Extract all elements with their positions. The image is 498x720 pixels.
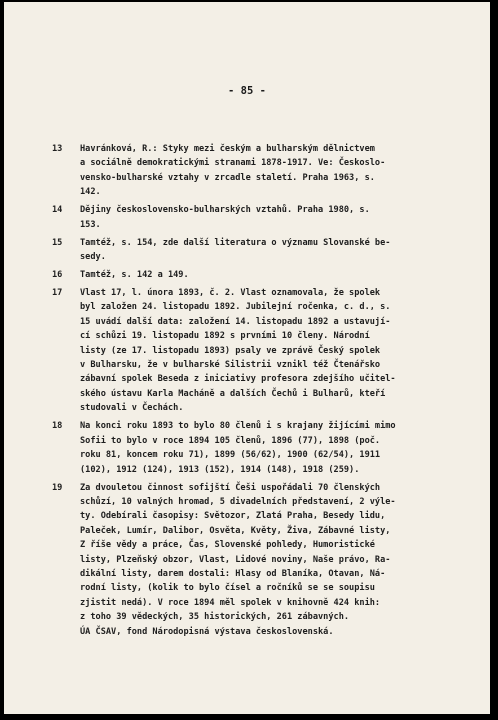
text-line: listy (ze 17. listopadu 1893) psaly ve zprávě Český spolek [80,345,381,356]
text-line: v Bulharsku, že v bulharské Silistrii vznikl též Čtenářsko [80,360,381,371]
text-line: Z říše vědy a práce, Čas, Slovenské pohledy, Humoristické [80,540,375,551]
text-line: ského ústavu Karla Macháně a dalších Čechů i Bulharů, kteří [80,388,386,399]
text-line: Havránková, R.: Styky mezi českým a bulharským dělnictvem [80,144,375,154]
text-line: sedy. [80,252,106,263]
text-line: 142. [80,187,101,198]
footnote [52,203,432,232]
footnote-text [80,142,432,200]
footnote-number: 16 [52,270,63,281]
footnote-number: 17 [52,288,63,299]
text-line: schůzí, 10 valných hromad, 5 divadelních představení, 2 výle- [80,496,396,507]
text-line: zjistit nedá). V roce 1894 měl spolek v knihovně 424 knih: [80,597,381,608]
footnote-number: 18 [52,421,63,432]
text-line: ÚA ČSAV, fond Národopisná výstava československá. [80,626,334,637]
footnote-number: 13 [52,144,63,154]
text-line: cí schůzi 19. listopadu 1892 s prvními 10 členy. Národní [80,331,370,342]
text-line: Vlast 17, l. února 1893, č. 2. Vlast oznamovala, že spolek [80,288,381,299]
footnotes-list [52,142,432,643]
document-page [4,2,490,714]
text-line: listy, Plzeňský obzor, Vlast, Lidové noviny, Naše právo, Ra- [80,554,391,565]
text-line: byl založen 24. listopadu 1892. Jubilejní ročenka, c. d., s. [80,302,391,313]
text-line: 153. [80,219,101,230]
footnote-number: 15 [52,237,63,248]
footnote [52,481,432,639]
text-line: vensko-bulharské vztahy v zrcadle staletí. Praha 1963, s. [80,172,375,183]
footnote-text [80,236,432,265]
text-line: zábavní spolek Beseda z iniciativy profesora zdejšího učitel- [80,374,396,385]
footnote-text [80,419,432,477]
text-line: ty. Odebírali časopisy: Světozor, Zlatá Praha, Besedy lidu, [80,511,386,522]
text-line: Paleček, Lumír, Dalibor, Osvěta, Květy, Živa, Zábavné listy, [80,525,391,536]
text-line: Za dvouletou činnost sofijští Češi uspořádali 70 členských [80,482,381,493]
footnote-number: 14 [52,205,63,216]
footnote-text [80,481,432,639]
footnote-text [80,286,432,416]
text-line: dikální listy, darem dostali: Hlasy od Blaníka, Otavan, Ná- [80,568,386,579]
text-line: studovali v Čechách. [80,403,184,414]
text-line: Na konci roku 1893 to bylo 80 členů i s krajany žijícími mimo [80,421,396,432]
text-line: roku 81, koncem roku 71), 1899 (56/62), 1900 (62/54), 1911 [80,450,381,461]
footnote [52,142,432,200]
text-line: Tamtéž, s. 142 a 149. [80,270,189,281]
text-line: (102), 1912 (124), 1913 (152), 1914 (148), 1918 (259). [80,464,360,475]
text-line: a sociálně demokratickými stranami 1878-1917. Ve: Českoslo- [80,158,386,169]
text-line: z toho 39 vědeckých, 35 historických, 261 zábavných. [80,612,350,623]
text-line: 15 uvádí další data: založení 14. listopadu 1892 a ustavují- [80,316,391,327]
footnote-text [80,203,432,232]
text-line: Sofii to bylo v roce 1894 105 členů, 1896 (77), 1898 (poč. [80,435,381,446]
text-line: Dějiny československo-bulharských vztahů. Praha 1980, s. [80,205,370,216]
footnote [52,419,432,477]
footnote-number: 19 [52,482,63,493]
page-number: - 85 - [228,85,266,97]
text-line: Tamtéž, s. 154, zde další literatura o významu Slovanské be- [80,237,391,248]
footnote [52,236,432,265]
footnote-text [80,268,432,282]
text-line: rodní listy, (kolik to bylo čísel a ročníků se se soupisu [80,583,375,594]
footnote [52,268,432,282]
footnote [52,286,432,416]
